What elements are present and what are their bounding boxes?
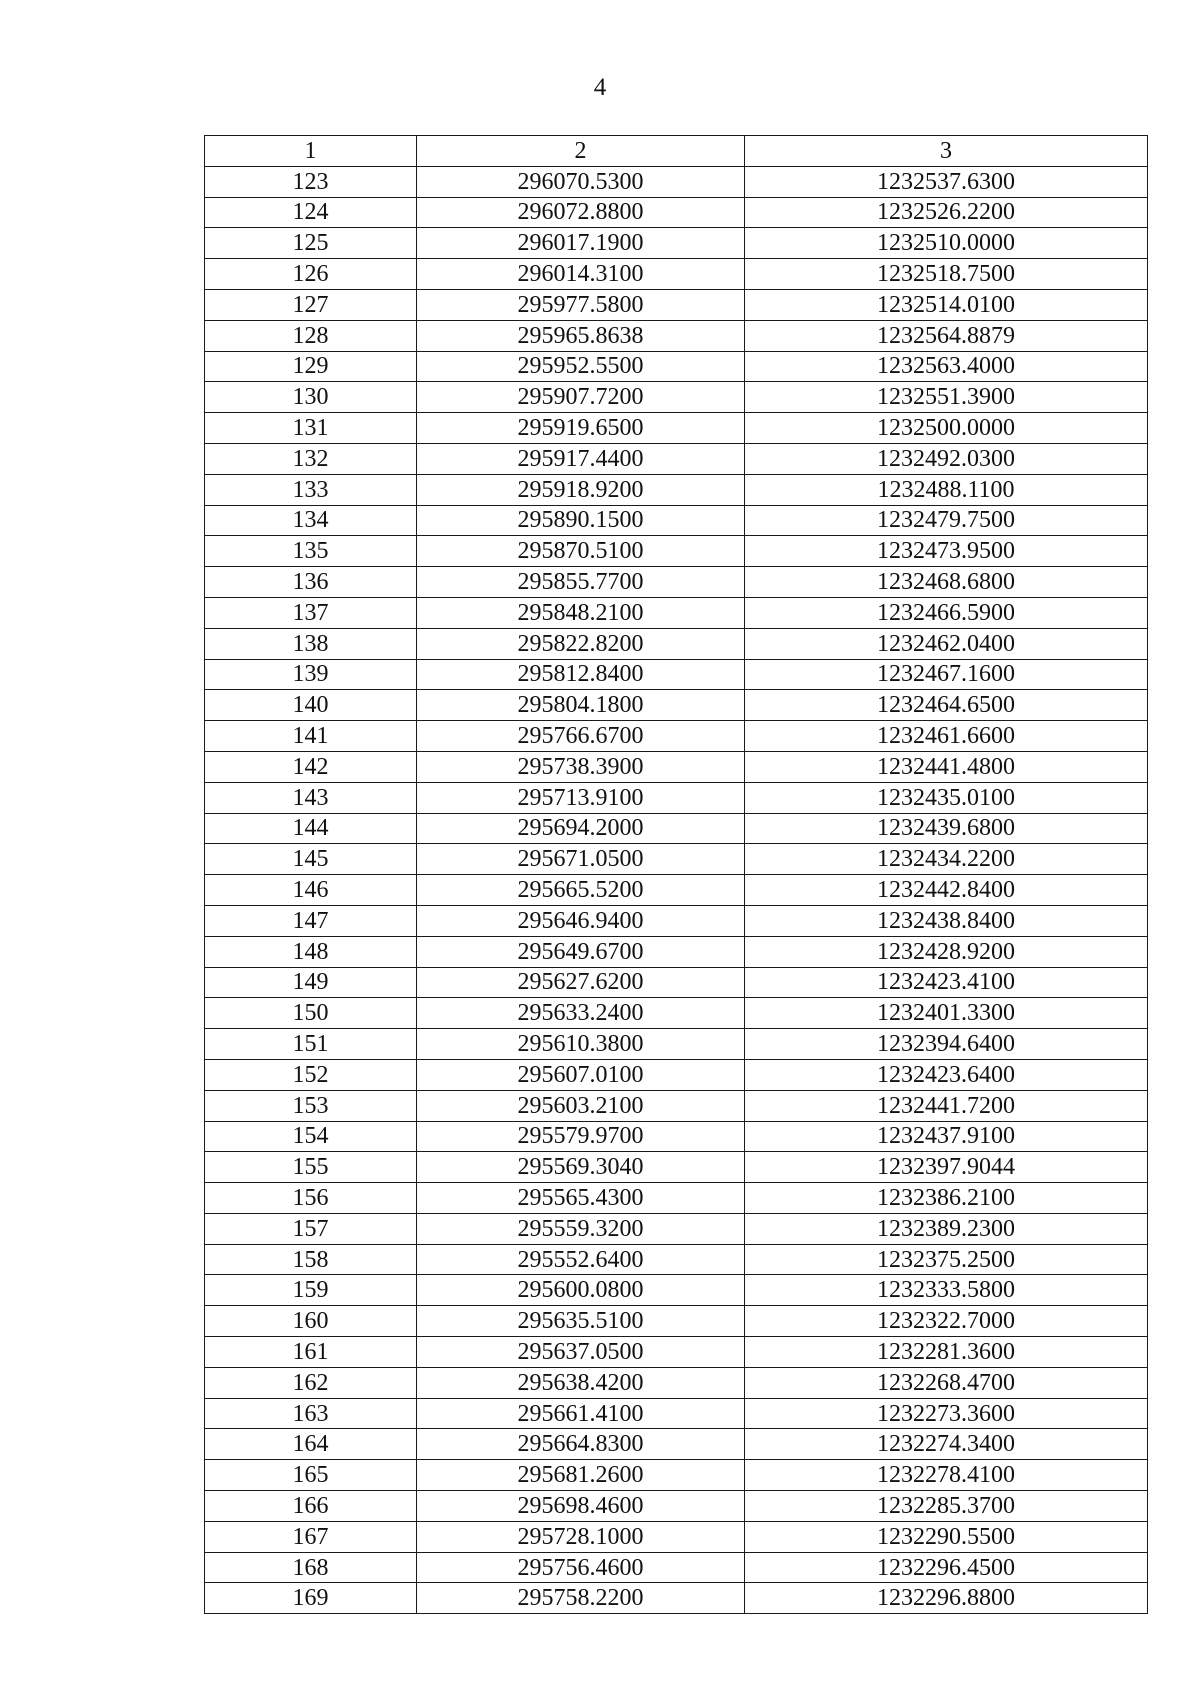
y-coordinate-cell: 1232442.8400 <box>745 875 1148 906</box>
x-coordinate-cell: 295890.1500 <box>417 505 745 536</box>
table-row <box>205 1583 1148 1614</box>
point-number-cell: 148 <box>205 936 417 967</box>
table-row <box>205 567 1148 598</box>
table-row <box>205 320 1148 351</box>
table-row <box>205 1244 1148 1275</box>
y-coordinate-cell: 1232462.0400 <box>745 628 1148 659</box>
x-coordinate-cell: 295600.0800 <box>417 1275 745 1306</box>
x-coordinate-cell: 295646.9400 <box>417 905 745 936</box>
point-number-cell: 131 <box>205 413 417 444</box>
y-coordinate-cell: 1232389.2300 <box>745 1213 1148 1244</box>
table-row <box>205 228 1148 259</box>
table-row <box>205 1029 1148 1060</box>
y-coordinate-cell: 1232278.4100 <box>745 1460 1148 1491</box>
point-number-cell: 165 <box>205 1460 417 1491</box>
table-row <box>205 1552 1148 1583</box>
x-coordinate-cell: 295635.5100 <box>417 1306 745 1337</box>
table-row <box>205 1429 1148 1460</box>
x-coordinate-cell: 295870.5100 <box>417 536 745 567</box>
point-number-cell: 127 <box>205 289 417 320</box>
point-number-cell: 128 <box>205 320 417 351</box>
y-coordinate-cell: 1232428.9200 <box>745 936 1148 967</box>
table-row <box>205 413 1148 444</box>
x-coordinate-cell: 296072.8800 <box>417 197 745 228</box>
point-number-cell: 125 <box>205 228 417 259</box>
table-row <box>205 1183 1148 1214</box>
point-number-cell: 126 <box>205 259 417 290</box>
point-number-cell: 145 <box>205 844 417 875</box>
y-coordinate-cell: 1232563.4000 <box>745 351 1148 382</box>
y-coordinate-cell: 1232551.3900 <box>745 382 1148 413</box>
table-row <box>205 782 1148 813</box>
table-row <box>205 751 1148 782</box>
point-number-cell: 161 <box>205 1337 417 1368</box>
y-coordinate-cell: 1232441.4800 <box>745 751 1148 782</box>
x-coordinate-cell: 296070.5300 <box>417 166 745 197</box>
y-coordinate-cell: 1232464.6500 <box>745 690 1148 721</box>
point-number-cell: 135 <box>205 536 417 567</box>
point-number-cell: 141 <box>205 721 417 752</box>
x-coordinate-cell: 295610.3800 <box>417 1029 745 1060</box>
x-coordinate-cell: 295977.5800 <box>417 289 745 320</box>
point-number-cell: 168 <box>205 1552 417 1583</box>
table-row <box>205 474 1148 505</box>
point-number-cell: 129 <box>205 351 417 382</box>
x-coordinate-cell: 295758.2200 <box>417 1583 745 1614</box>
y-coordinate-cell: 1232423.6400 <box>745 1059 1148 1090</box>
table-row <box>205 1275 1148 1306</box>
x-coordinate-cell: 295918.9200 <box>417 474 745 505</box>
x-coordinate-cell: 295638.4200 <box>417 1367 745 1398</box>
point-number-cell: 164 <box>205 1429 417 1460</box>
y-coordinate-cell: 1232386.2100 <box>745 1183 1148 1214</box>
x-coordinate-cell: 295756.4600 <box>417 1552 745 1583</box>
y-coordinate-cell: 1232473.9500 <box>745 536 1148 567</box>
table-row <box>205 1337 1148 1368</box>
point-number-cell: 153 <box>205 1090 417 1121</box>
coordinates-table <box>204 135 1148 1614</box>
y-coordinate-cell: 1232296.8800 <box>745 1583 1148 1614</box>
table-body <box>205 166 1148 1613</box>
x-coordinate-cell: 295766.6700 <box>417 721 745 752</box>
table-row <box>205 659 1148 690</box>
point-number-cell: 139 <box>205 659 417 690</box>
x-coordinate-cell: 295855.7700 <box>417 567 745 598</box>
x-coordinate-cell: 295671.0500 <box>417 844 745 875</box>
y-coordinate-cell: 1232488.1100 <box>745 474 1148 505</box>
table-row <box>205 1059 1148 1090</box>
point-number-cell: 144 <box>205 813 417 844</box>
point-number-cell: 130 <box>205 382 417 413</box>
y-coordinate-cell: 1232397.9044 <box>745 1152 1148 1183</box>
x-coordinate-cell: 295917.4400 <box>417 443 745 474</box>
y-coordinate-cell: 1232468.6800 <box>745 567 1148 598</box>
x-coordinate-cell: 295637.0500 <box>417 1337 745 1368</box>
page-number: 4 <box>593 74 607 101</box>
x-coordinate-cell: 295569.3040 <box>417 1152 745 1183</box>
x-coordinate-cell: 295552.6400 <box>417 1244 745 1275</box>
point-number-cell: 150 <box>205 998 417 1029</box>
y-coordinate-cell: 1232466.5900 <box>745 597 1148 628</box>
x-coordinate-cell: 295559.3200 <box>417 1213 745 1244</box>
table-row <box>205 536 1148 567</box>
point-number-cell: 158 <box>205 1244 417 1275</box>
y-coordinate-cell: 1232322.7000 <box>745 1306 1148 1337</box>
y-coordinate-cell: 1232492.0300 <box>745 443 1148 474</box>
x-coordinate-cell: 295665.5200 <box>417 875 745 906</box>
point-number-cell: 140 <box>205 690 417 721</box>
y-coordinate-cell: 1232375.2500 <box>745 1244 1148 1275</box>
table-row <box>205 351 1148 382</box>
table-row <box>205 628 1148 659</box>
point-number-cell: 160 <box>205 1306 417 1337</box>
table-row <box>205 1090 1148 1121</box>
point-number-cell: 133 <box>205 474 417 505</box>
table-row <box>205 1152 1148 1183</box>
table-row <box>205 690 1148 721</box>
column-header-3: 3 <box>745 136 1148 167</box>
point-number-cell: 149 <box>205 967 417 998</box>
y-coordinate-cell: 1232441.7200 <box>745 1090 1148 1121</box>
x-coordinate-cell: 295649.6700 <box>417 936 745 967</box>
point-number-cell: 147 <box>205 905 417 936</box>
table-row <box>205 844 1148 875</box>
y-coordinate-cell: 1232514.0100 <box>745 289 1148 320</box>
x-coordinate-cell: 295713.9100 <box>417 782 745 813</box>
y-coordinate-cell: 1232285.3700 <box>745 1491 1148 1522</box>
x-coordinate-cell: 295738.3900 <box>417 751 745 782</box>
x-coordinate-cell: 295664.8300 <box>417 1429 745 1460</box>
table-row <box>205 905 1148 936</box>
y-coordinate-cell: 1232401.3300 <box>745 998 1148 1029</box>
x-coordinate-cell: 295804.1800 <box>417 690 745 721</box>
table-row <box>205 936 1148 967</box>
point-number-cell: 156 <box>205 1183 417 1214</box>
x-coordinate-cell: 295565.4300 <box>417 1183 745 1214</box>
point-number-cell: 146 <box>205 875 417 906</box>
x-coordinate-cell: 296014.3100 <box>417 259 745 290</box>
x-coordinate-cell: 295661.4100 <box>417 1398 745 1429</box>
table-row <box>205 505 1148 536</box>
y-coordinate-cell: 1232500.0000 <box>745 413 1148 444</box>
column-header-2: 2 <box>417 136 745 167</box>
table-row <box>205 1398 1148 1429</box>
y-coordinate-cell: 1232437.9100 <box>745 1121 1148 1152</box>
table-row <box>205 721 1148 752</box>
x-coordinate-cell: 295907.7200 <box>417 382 745 413</box>
y-coordinate-cell: 1232394.6400 <box>745 1029 1148 1060</box>
x-coordinate-cell: 295952.5500 <box>417 351 745 382</box>
y-coordinate-cell: 1232510.0000 <box>745 228 1148 259</box>
point-number-cell: 169 <box>205 1583 417 1614</box>
y-coordinate-cell: 1232461.6600 <box>745 721 1148 752</box>
y-coordinate-cell: 1232273.3600 <box>745 1398 1148 1429</box>
point-number-cell: 137 <box>205 597 417 628</box>
column-header-1: 1 <box>205 136 417 167</box>
table-row <box>205 289 1148 320</box>
table-row <box>205 1306 1148 1337</box>
y-coordinate-cell: 1232268.4700 <box>745 1367 1148 1398</box>
header-row <box>205 136 1148 167</box>
table-row <box>205 443 1148 474</box>
y-coordinate-cell: 1232274.3400 <box>745 1429 1148 1460</box>
x-coordinate-cell: 295603.2100 <box>417 1090 745 1121</box>
point-number-cell: 155 <box>205 1152 417 1183</box>
y-coordinate-cell: 1232290.5500 <box>745 1521 1148 1552</box>
point-number-cell: 124 <box>205 197 417 228</box>
y-coordinate-cell: 1232518.7500 <box>745 259 1148 290</box>
x-coordinate-cell: 296017.1900 <box>417 228 745 259</box>
y-coordinate-cell: 1232333.5800 <box>745 1275 1148 1306</box>
x-coordinate-cell: 295822.8200 <box>417 628 745 659</box>
x-coordinate-cell: 295698.4600 <box>417 1491 745 1522</box>
table-row <box>205 166 1148 197</box>
x-coordinate-cell: 295919.6500 <box>417 413 745 444</box>
table-row <box>205 1121 1148 1152</box>
table-row <box>205 597 1148 628</box>
table-row <box>205 1460 1148 1491</box>
y-coordinate-cell: 1232564.8879 <box>745 320 1148 351</box>
x-coordinate-cell: 295728.1000 <box>417 1521 745 1552</box>
x-coordinate-cell: 295694.2000 <box>417 813 745 844</box>
y-coordinate-cell: 1232423.4100 <box>745 967 1148 998</box>
point-number-cell: 138 <box>205 628 417 659</box>
y-coordinate-cell: 1232281.3600 <box>745 1337 1148 1368</box>
x-coordinate-cell: 295607.0100 <box>417 1059 745 1090</box>
point-number-cell: 166 <box>205 1491 417 1522</box>
point-number-cell: 142 <box>205 751 417 782</box>
point-number-cell: 163 <box>205 1398 417 1429</box>
point-number-cell: 132 <box>205 443 417 474</box>
x-coordinate-cell: 295681.2600 <box>417 1460 745 1491</box>
table-row <box>205 813 1148 844</box>
point-number-cell: 154 <box>205 1121 417 1152</box>
table-row <box>205 382 1148 413</box>
y-coordinate-cell: 1232438.8400 <box>745 905 1148 936</box>
table-row <box>205 998 1148 1029</box>
point-number-cell: 152 <box>205 1059 417 1090</box>
y-coordinate-cell: 1232435.0100 <box>745 782 1148 813</box>
y-coordinate-cell: 1232537.6300 <box>745 166 1148 197</box>
table-header <box>205 136 1148 167</box>
x-coordinate-cell: 295848.2100 <box>417 597 745 628</box>
y-coordinate-cell: 1232434.2200 <box>745 844 1148 875</box>
x-coordinate-cell: 295627.6200 <box>417 967 745 998</box>
point-number-cell: 162 <box>205 1367 417 1398</box>
point-number-cell: 134 <box>205 505 417 536</box>
y-coordinate-cell: 1232467.1600 <box>745 659 1148 690</box>
table-row <box>205 1491 1148 1522</box>
point-number-cell: 136 <box>205 567 417 598</box>
point-number-cell: 167 <box>205 1521 417 1552</box>
x-coordinate-cell: 295965.8638 <box>417 320 745 351</box>
point-number-cell: 123 <box>205 166 417 197</box>
y-coordinate-cell: 1232296.4500 <box>745 1552 1148 1583</box>
point-number-cell: 143 <box>205 782 417 813</box>
y-coordinate-cell: 1232526.2200 <box>745 197 1148 228</box>
x-coordinate-cell: 295579.9700 <box>417 1121 745 1152</box>
table-row <box>205 259 1148 290</box>
table-row <box>205 1367 1148 1398</box>
table-row <box>205 1213 1148 1244</box>
point-number-cell: 157 <box>205 1213 417 1244</box>
table-row <box>205 1521 1148 1552</box>
table-row <box>205 875 1148 906</box>
point-number-cell: 159 <box>205 1275 417 1306</box>
table-row <box>205 967 1148 998</box>
y-coordinate-cell: 1232439.6800 <box>745 813 1148 844</box>
point-number-cell: 151 <box>205 1029 417 1060</box>
x-coordinate-cell: 295633.2400 <box>417 998 745 1029</box>
y-coordinate-cell: 1232479.7500 <box>745 505 1148 536</box>
x-coordinate-cell: 295812.8400 <box>417 659 745 690</box>
table-row <box>205 197 1148 228</box>
